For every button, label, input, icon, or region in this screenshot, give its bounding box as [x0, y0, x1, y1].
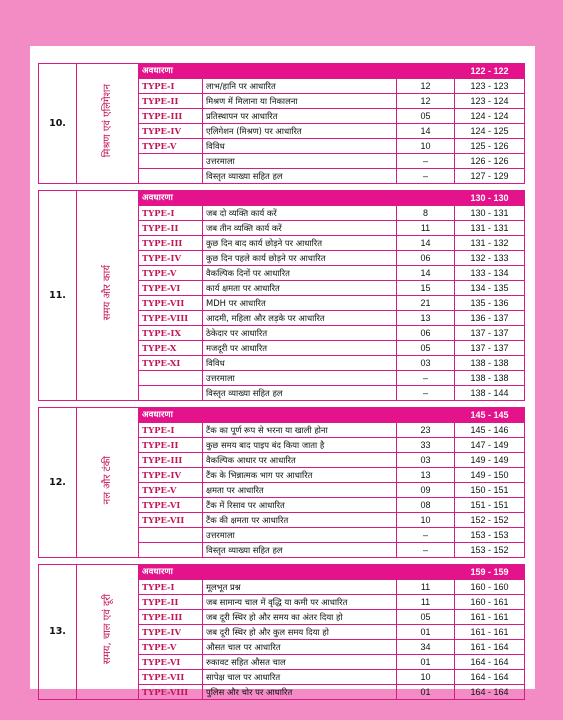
topic-description: टैंक का पूर्ण रूप से भरना या खाली होना: [203, 423, 397, 438]
topic-description: विविध: [203, 356, 397, 371]
topic-description: मजदूरी पर आधारित: [203, 341, 397, 356]
section-number: 10.: [39, 64, 77, 184]
page-range: 149 - 150: [455, 468, 525, 483]
page-range: 138 - 138: [455, 356, 525, 371]
type-label: TYPE-V: [139, 483, 203, 498]
concept-row: [39, 191, 525, 206]
section-title: मिश्रण एवं एलिगेशन: [101, 84, 113, 158]
type-label: [139, 154, 203, 169]
contents-page: [30, 46, 535, 697]
topic-description: कार्य क्षमता पर आधारित: [203, 281, 397, 296]
page-range: 152 - 152: [455, 513, 525, 528]
page-range: 124 - 125: [455, 124, 525, 139]
type-label: TYPE-IX: [139, 326, 203, 341]
page-range: 161 - 161: [455, 625, 525, 640]
question-count: 06: [397, 251, 455, 266]
question-count: –: [397, 169, 455, 184]
type-label: TYPE-II: [139, 438, 203, 453]
question-count: 14: [397, 124, 455, 139]
page-range: 164 - 164: [455, 670, 525, 685]
question-count: 03: [397, 453, 455, 468]
topic-description: क्षमता पर आधारित: [203, 483, 397, 498]
question-count: 10: [397, 670, 455, 685]
page-range: 138 - 144: [455, 386, 525, 401]
page-range: 133 - 134: [455, 266, 525, 281]
topic-description: मिश्रण में मिलाना या निकालना: [203, 94, 397, 109]
topic-description: कुछ समय बाद पाइप बंद किया जाता है: [203, 438, 397, 453]
type-label: TYPE-IV: [139, 124, 203, 139]
concept-label: अवधारणा: [139, 64, 455, 79]
page-range: 124 - 124: [455, 109, 525, 124]
topic-description: पुलिस और चोर पर आधारित: [203, 685, 397, 700]
question-count: 11: [397, 221, 455, 236]
question-count: 21: [397, 296, 455, 311]
type-label: TYPE-VIII: [139, 311, 203, 326]
section-number: 11.: [39, 191, 77, 401]
topic-description: विस्तृत व्याख्या सहित हल: [203, 543, 397, 558]
type-label: TYPE-III: [139, 109, 203, 124]
section-title-cell: [77, 565, 139, 700]
concept-pages: 159 - 159: [455, 565, 525, 580]
topic-description: विस्तृत व्याख्या सहित हल: [203, 386, 397, 401]
question-count: 06: [397, 326, 455, 341]
page-range: 145 - 146: [455, 423, 525, 438]
question-count: 34: [397, 640, 455, 655]
question-count: 01: [397, 685, 455, 700]
question-count: 05: [397, 109, 455, 124]
type-label: TYPE-I: [139, 423, 203, 438]
topic-description: जब तीन व्यक्ति कार्य करें: [203, 221, 397, 236]
page-range: 135 - 136: [455, 296, 525, 311]
page-range: 134 - 135: [455, 281, 525, 296]
topic-description: एलिगेशन (मिश्रण) पर आधारित: [203, 124, 397, 139]
question-count: 33: [397, 438, 455, 453]
section-separator: [39, 558, 525, 565]
page-range: 151 - 151: [455, 498, 525, 513]
section-title-cell: [77, 408, 139, 558]
topic-description: आदमी, महिला और लड़के पर आधारित: [203, 311, 397, 326]
topic-description: MDH पर आधारित: [203, 296, 397, 311]
concept-label: अवधारणा: [139, 408, 455, 423]
question-count: 05: [397, 610, 455, 625]
question-count: 15: [397, 281, 455, 296]
type-label: TYPE-I: [139, 79, 203, 94]
concept-row: [39, 565, 525, 580]
topic-description: टैंक के भिन्नात्मक भाग पर आधारित: [203, 468, 397, 483]
type-label: [139, 543, 203, 558]
topic-description: विस्तृत व्याख्या सहित हल: [203, 169, 397, 184]
type-label: TYPE-VII: [139, 670, 203, 685]
topic-description: सापेक्ष चाल पर आधारित: [203, 670, 397, 685]
concept-pages: 122 - 122: [455, 64, 525, 79]
concept-label: अवधारणा: [139, 191, 455, 206]
topic-description: कुछ दिन पहले कार्य छोड़ने पर आधारित: [203, 251, 397, 266]
type-label: TYPE-IV: [139, 251, 203, 266]
topic-description: रुकावट सहित औसत चाल: [203, 655, 397, 670]
topic-description: कुछ दिन बाद कार्य छोड़ने पर आधारित: [203, 236, 397, 251]
page-range: 160 - 160: [455, 580, 525, 595]
type-label: TYPE-II: [139, 221, 203, 236]
type-label: TYPE-I: [139, 206, 203, 221]
type-label: TYPE-V: [139, 266, 203, 281]
page-range: 160 - 161: [455, 595, 525, 610]
type-label: TYPE-VII: [139, 296, 203, 311]
section-number: 13.: [39, 565, 77, 700]
question-count: 14: [397, 266, 455, 281]
question-count: –: [397, 543, 455, 558]
type-label: TYPE-VIII: [139, 685, 203, 700]
question-count: 08: [397, 498, 455, 513]
page-range: 153 - 153: [455, 528, 525, 543]
page-range: 137 - 137: [455, 341, 525, 356]
concept-row: [39, 408, 525, 423]
page-range: 130 - 131: [455, 206, 525, 221]
contents-table: [38, 63, 525, 700]
type-label: TYPE-IV: [139, 625, 203, 640]
page-range: 164 - 164: [455, 655, 525, 670]
separator-cell: [39, 401, 525, 408]
section-title-cell: [77, 191, 139, 401]
type-label: TYPE-VII: [139, 513, 203, 528]
page-range: 126 - 126: [455, 154, 525, 169]
section-separator: [39, 401, 525, 408]
page-range: 149 - 149: [455, 453, 525, 468]
page-range: 138 - 138: [455, 371, 525, 386]
question-count: 13: [397, 468, 455, 483]
question-count: 11: [397, 580, 455, 595]
type-label: TYPE-III: [139, 236, 203, 251]
separator-cell: [39, 184, 525, 191]
section-title: समय, चाल एवं दूरी: [101, 594, 113, 665]
question-count: 8: [397, 206, 455, 221]
topic-description: टैंक में रिसाव पर आधारित: [203, 498, 397, 513]
type-label: TYPE-II: [139, 94, 203, 109]
question-count: 13: [397, 311, 455, 326]
question-count: 01: [397, 625, 455, 640]
concept-pages: 145 - 145: [455, 408, 525, 423]
topic-description: मूलभूत प्रश्न: [203, 580, 397, 595]
question-count: 05: [397, 341, 455, 356]
topic-description: जब दूरी स्थिर हो और कुल समय दिया हो: [203, 625, 397, 640]
question-count: 11: [397, 595, 455, 610]
page-range: 161 - 161: [455, 610, 525, 625]
question-count: 12: [397, 79, 455, 94]
section-title-cell: [77, 64, 139, 184]
concept-pages: 130 - 130: [455, 191, 525, 206]
topic-description: टैंक की क्षमता पर आधारित: [203, 513, 397, 528]
type-label: TYPE-III: [139, 610, 203, 625]
section-title: समय और कार्य: [101, 265, 113, 321]
page-range: 136 - 137: [455, 311, 525, 326]
topic-description: औसत चाल पर आधारित: [203, 640, 397, 655]
type-label: TYPE-V: [139, 139, 203, 154]
topic-description: ठेकेदार पर आधारित: [203, 326, 397, 341]
page-range: 125 - 126: [455, 139, 525, 154]
type-label: TYPE-X: [139, 341, 203, 356]
type-label: TYPE-VI: [139, 281, 203, 296]
page-range: 137 - 137: [455, 326, 525, 341]
type-label: TYPE-XI: [139, 356, 203, 371]
page-range: 123 - 124: [455, 94, 525, 109]
page-range: 161 - 164: [455, 640, 525, 655]
page-range: 131 - 132: [455, 236, 525, 251]
concept-label: अवधारणा: [139, 565, 455, 580]
page-range: 164 - 164: [455, 685, 525, 700]
page-range: 150 - 151: [455, 483, 525, 498]
topic-description: उत्तरमाला: [203, 371, 397, 386]
page-range: 123 - 123: [455, 79, 525, 94]
concept-row: [39, 64, 525, 79]
question-count: –: [397, 371, 455, 386]
question-count: 10: [397, 139, 455, 154]
question-count: 12: [397, 94, 455, 109]
question-count: 01: [397, 655, 455, 670]
type-label: TYPE-II: [139, 595, 203, 610]
type-label: [139, 371, 203, 386]
type-label: TYPE-IV: [139, 468, 203, 483]
page-range: 147 - 149: [455, 438, 525, 453]
type-label: [139, 386, 203, 401]
section-title: नल और टंकी: [101, 455, 113, 505]
type-label: [139, 528, 203, 543]
topic-description: विविध: [203, 139, 397, 154]
separator-cell: [39, 558, 525, 565]
question-count: 10: [397, 513, 455, 528]
type-label: TYPE-VI: [139, 655, 203, 670]
topic-description: लाभ/हानि पर आधारित: [203, 79, 397, 94]
type-label: TYPE-I: [139, 580, 203, 595]
page-range: 132 - 133: [455, 251, 525, 266]
type-label: TYPE-V: [139, 640, 203, 655]
topic-description: वैकल्पिक आधार पर आधारित: [203, 453, 397, 468]
question-count: –: [397, 154, 455, 169]
topic-description: उत्तरमाला: [203, 528, 397, 543]
type-label: TYPE-VI: [139, 498, 203, 513]
section-separator: [39, 184, 525, 191]
section-number: 12.: [39, 408, 77, 558]
type-label: [139, 169, 203, 184]
topic-description: प्रतिस्थापन पर आधारित: [203, 109, 397, 124]
topic-description: जब दूरी स्थिर हो और समय का अंतर दिया हो: [203, 610, 397, 625]
topic-description: वैकल्पिक दिनों पर आधारित: [203, 266, 397, 281]
question-count: 09: [397, 483, 455, 498]
page-range: 127 - 129: [455, 169, 525, 184]
topic-description: उत्तरमाला: [203, 154, 397, 169]
type-label: TYPE-III: [139, 453, 203, 468]
page-range: 153 - 152: [455, 543, 525, 558]
topic-description: जब दो व्यक्ति कार्य करें: [203, 206, 397, 221]
question-count: 14: [397, 236, 455, 251]
question-count: 03: [397, 356, 455, 371]
page-range: 131 - 131: [455, 221, 525, 236]
question-count: –: [397, 528, 455, 543]
question-count: 23: [397, 423, 455, 438]
topic-description: जब सामान्य चाल में वृद्धि या कमी पर आधारित: [203, 595, 397, 610]
question-count: –: [397, 386, 455, 401]
